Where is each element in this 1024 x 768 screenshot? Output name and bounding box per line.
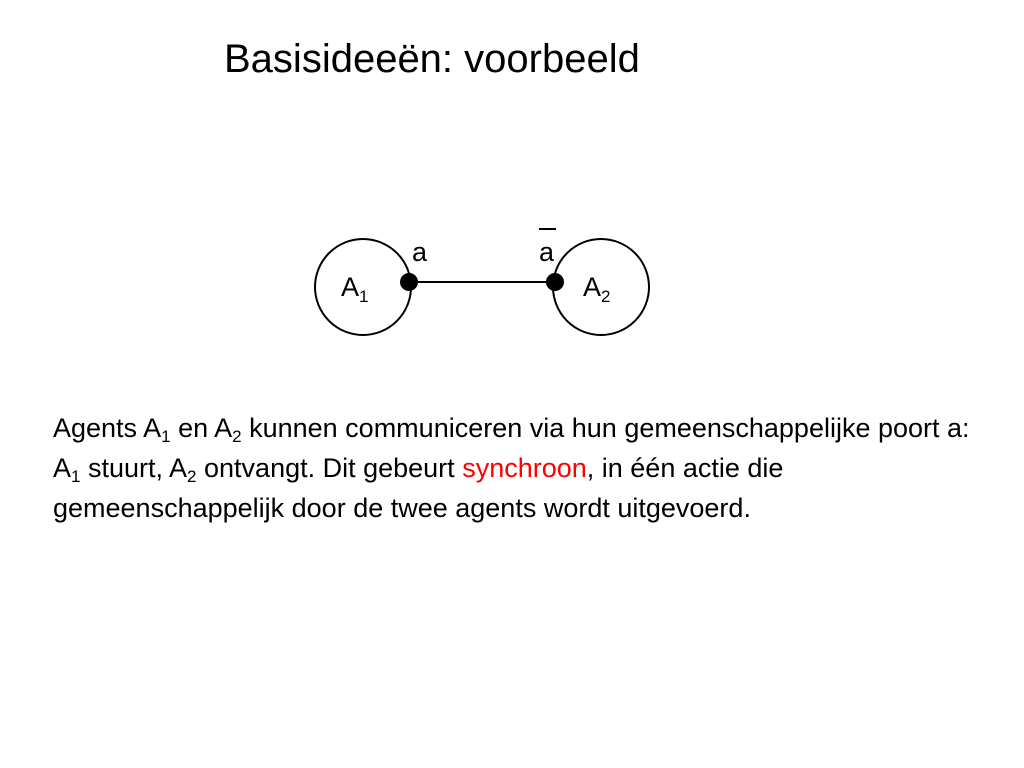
body-text-6: , in één actie die gemeenschappelijk door de twee agents wordt uitgevoerd. <box>53 453 784 523</box>
agent-2-label <box>583 272 610 306</box>
agent-2-letter: A <box>583 272 602 302</box>
agent-2-index: 2 <box>601 287 611 306</box>
slide-title: Basisideeën: voorbeeld <box>224 37 640 81</box>
agent-1-index: 1 <box>359 287 369 306</box>
agent-1-subscript-2: 1 <box>71 467 81 486</box>
body-text-4: stuurt, A <box>80 453 188 483</box>
port-2-label: a <box>539 237 555 267</box>
agent-2-subscript: 2 <box>232 427 242 446</box>
port-2-dot <box>546 273 564 291</box>
highlight-synchroon: synchroon <box>462 453 587 483</box>
body-text-1: Agents A <box>53 413 162 443</box>
body-text-3: kunnen communiceren via hun gemeenschappelijke poort a: A <box>53 413 970 483</box>
body-paragraph <box>53 408 983 528</box>
body-text-5: ontvangt. Dit gebeurt <box>196 453 463 483</box>
port-1-dot <box>400 273 418 291</box>
port-1-label: a <box>412 237 428 267</box>
agent-1-label <box>341 272 368 306</box>
body-text-2: en A <box>170 413 233 443</box>
agent-2-subscript-2: 2 <box>187 467 197 486</box>
agent-1-letter: A <box>341 272 360 302</box>
agent-1-subscript: 1 <box>161 427 171 446</box>
